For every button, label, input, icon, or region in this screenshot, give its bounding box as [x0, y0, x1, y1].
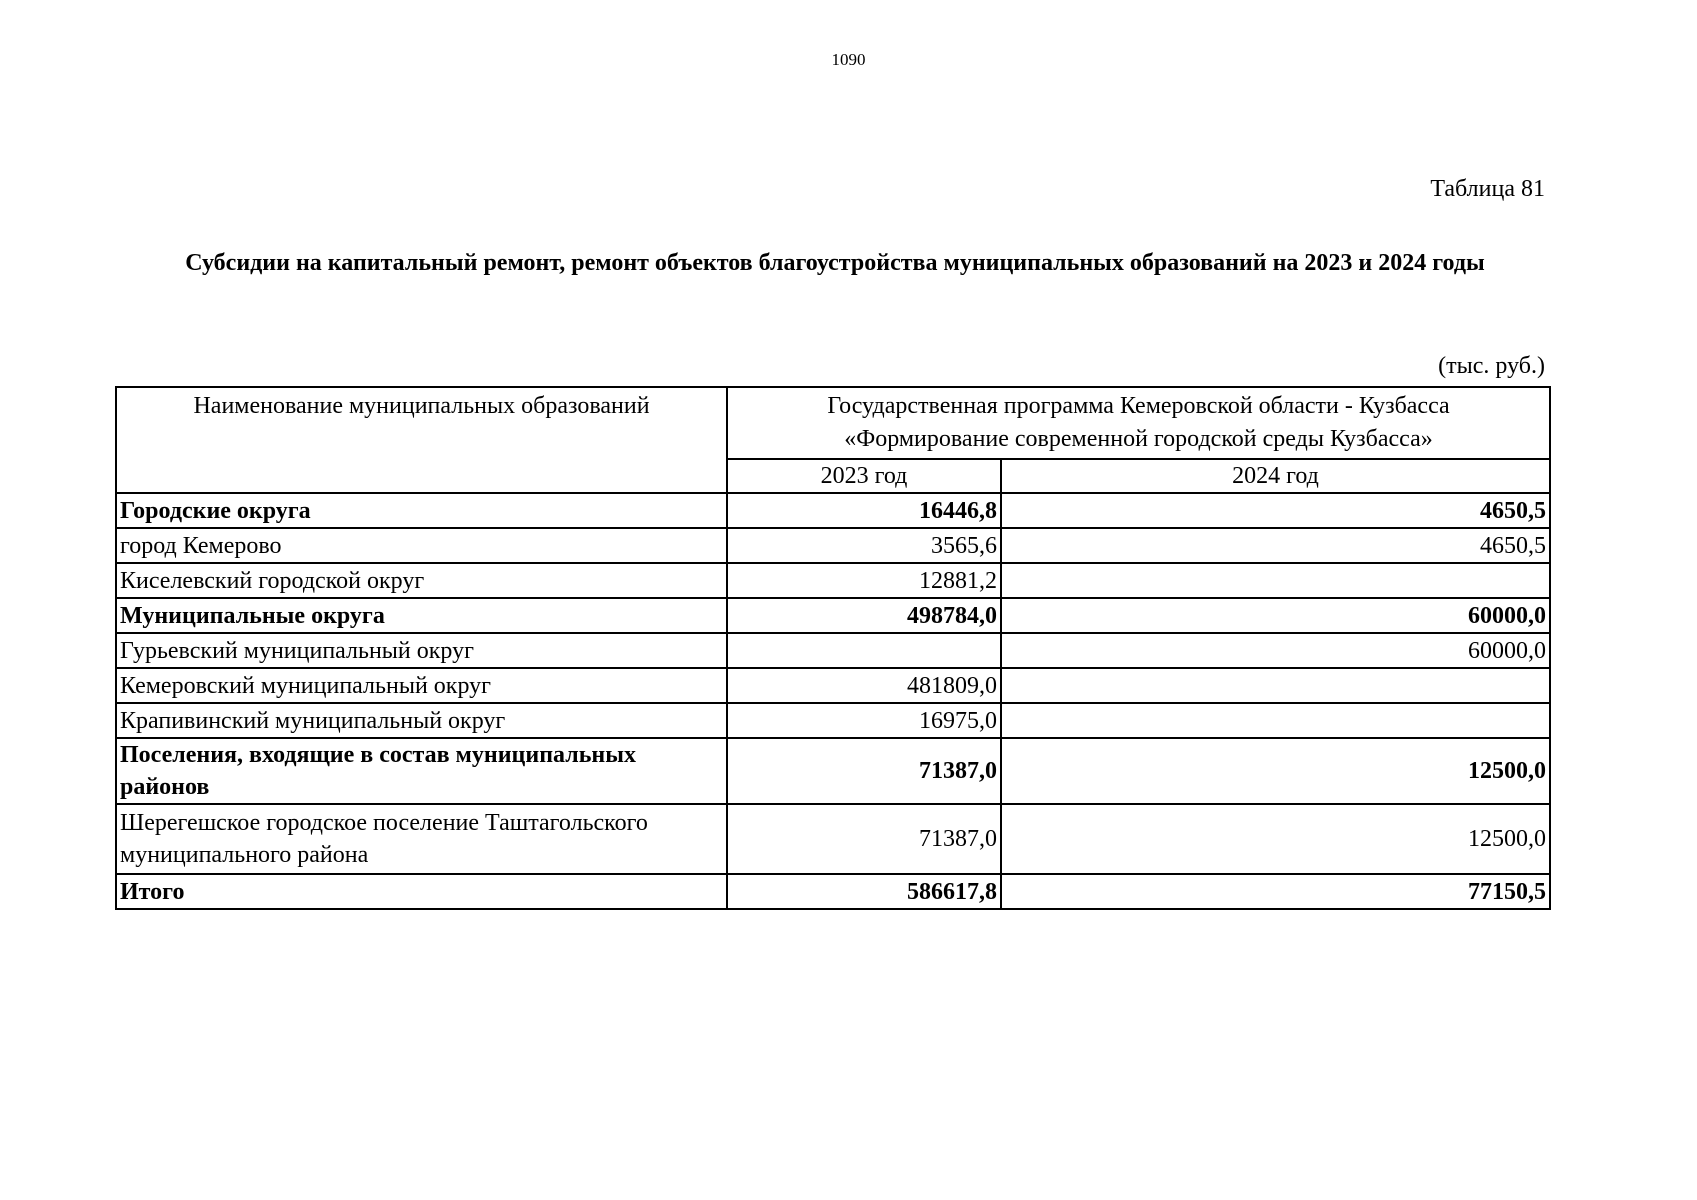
- table-row-group: [116, 598, 1550, 633]
- row-name: Кемеровский муниципальный округ: [116, 668, 727, 703]
- row-name: Итого: [116, 874, 727, 909]
- table-row: [116, 633, 1550, 668]
- subsidies-table: [115, 386, 1551, 910]
- table-row: [116, 528, 1550, 563]
- row-value-2024: [1001, 563, 1550, 598]
- row-name: Поселения, входящие в состав муниципальных районов: [116, 738, 727, 804]
- row-value-2023: 12881,2: [727, 563, 1001, 598]
- table-row: [116, 703, 1550, 738]
- row-value-2024: [1001, 668, 1550, 703]
- row-value-2023: 16446,8: [727, 493, 1001, 528]
- row-name: город Кемерово: [116, 528, 727, 563]
- row-name: Шерегешское городское поселение Таштагольского муниципального района: [116, 804, 727, 874]
- header-year-2023: 2023 год: [727, 459, 1001, 493]
- table-row: [116, 804, 1550, 874]
- units-label: (тыс. руб.): [1438, 353, 1545, 379]
- header-program-line1: Государственная программа Кемеровской области - Кузбасса: [827, 393, 1450, 419]
- row-name: Городские округа: [116, 493, 727, 528]
- row-value-2024: [1001, 703, 1550, 738]
- row-name: Киселевский городской округ: [116, 563, 727, 598]
- row-value-2023: 586617,8: [727, 874, 1001, 909]
- row-value-2023: 498784,0: [727, 598, 1001, 633]
- row-value-2024: 60000,0: [1001, 598, 1550, 633]
- row-name: Крапивинский муниципальный округ: [116, 703, 727, 738]
- row-value-2023: 3565,6: [727, 528, 1001, 563]
- table-row-group: [116, 493, 1550, 528]
- header-name-column: Наименование муниципальных образований: [116, 387, 727, 493]
- table-row-total: [116, 874, 1550, 909]
- header-program: [727, 387, 1550, 459]
- row-value-2023: [727, 633, 1001, 668]
- row-name: Муниципальные округа: [116, 598, 727, 633]
- row-name: Гурьевский муниципальный округ: [116, 633, 727, 668]
- row-value-2024: 12500,0: [1001, 804, 1550, 874]
- header-year-2024: 2024 год: [1001, 459, 1550, 493]
- document-title: Субсидии на капитальный ремонт, ремонт объектов благоустройства муниципальных образований на 2023 и 2024 годы: [185, 250, 1485, 276]
- row-value-2024: 4650,5: [1001, 493, 1550, 528]
- row-value-2024: 12500,0: [1001, 738, 1550, 804]
- table-row: [116, 563, 1550, 598]
- table-row: [116, 668, 1550, 703]
- header-program-line2: «Формирование современной городской среды Кузбасса»: [844, 426, 1433, 452]
- row-value-2023: 71387,0: [727, 804, 1001, 874]
- row-value-2023: 16975,0: [727, 703, 1001, 738]
- row-value-2024: 77150,5: [1001, 874, 1550, 909]
- table-row-group: [116, 738, 1550, 804]
- table-label: Таблица 81: [1430, 176, 1545, 202]
- row-value-2023: 71387,0: [727, 738, 1001, 804]
- row-value-2024: 60000,0: [1001, 633, 1550, 668]
- row-value-2023: 481809,0: [727, 668, 1001, 703]
- page-number: 1090: [831, 50, 866, 69]
- row-value-2024: 4650,5: [1001, 528, 1550, 563]
